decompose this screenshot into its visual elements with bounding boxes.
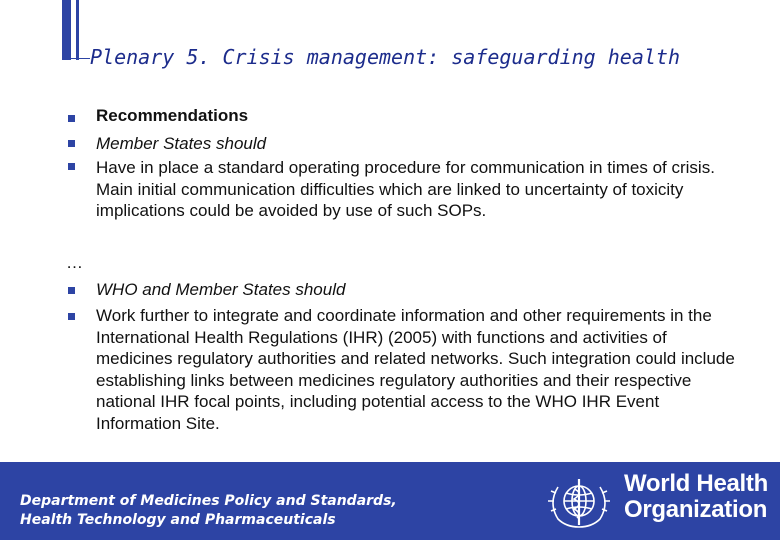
item-recommendations: Recommendations — [96, 106, 249, 125]
bullet-square-icon — [68, 115, 75, 122]
bullet-square-icon — [68, 287, 75, 294]
item-who-and-member-states: WHO and Member States should — [96, 280, 346, 299]
bullet-square-icon — [68, 313, 75, 320]
bullet-square-icon — [68, 140, 75, 147]
org-line-2: Organization — [624, 496, 768, 523]
item-member-states-should: Member States should — [96, 134, 267, 153]
who-logo-text — [624, 471, 768, 523]
bullet-square-icon — [68, 163, 75, 170]
ellipsis: … — [66, 253, 83, 272]
org-line-1: World Health — [624, 470, 768, 497]
item-sop-recommendation: Have in place a standard operating procedure for communication in times of crisis. Main initial communication difficulties which are linked to uncertainty of toxicity implications could be avoided by use of such SOPs. — [96, 158, 715, 220]
header-accent-bar — [62, 0, 71, 60]
header-accent-line — [76, 0, 79, 60]
who-emblem-icon — [544, 473, 614, 533]
item-ihr-integration: Work further to integrate and coordinate information and other requirements in the International Health Regulations (IHR) (2005) with functions and activities of medicines regulatory authorities and related networks. Such integration could include establishing links between medicines regulatory authorities and their respective national IHR focal points, including potential access to the WHO IHR Event Information Site. — [96, 306, 735, 433]
department-line-2: Health Technology and Pharmaceuticals — [20, 512, 336, 528]
footer-bar — [0, 462, 780, 540]
department-line-1: Department of Medicines Policy and Standards, — [20, 493, 397, 509]
slide-title: Plenary 5. Crisis management: safeguarding health — [90, 45, 681, 69]
department-text — [20, 492, 397, 530]
title-rule — [62, 58, 90, 59]
